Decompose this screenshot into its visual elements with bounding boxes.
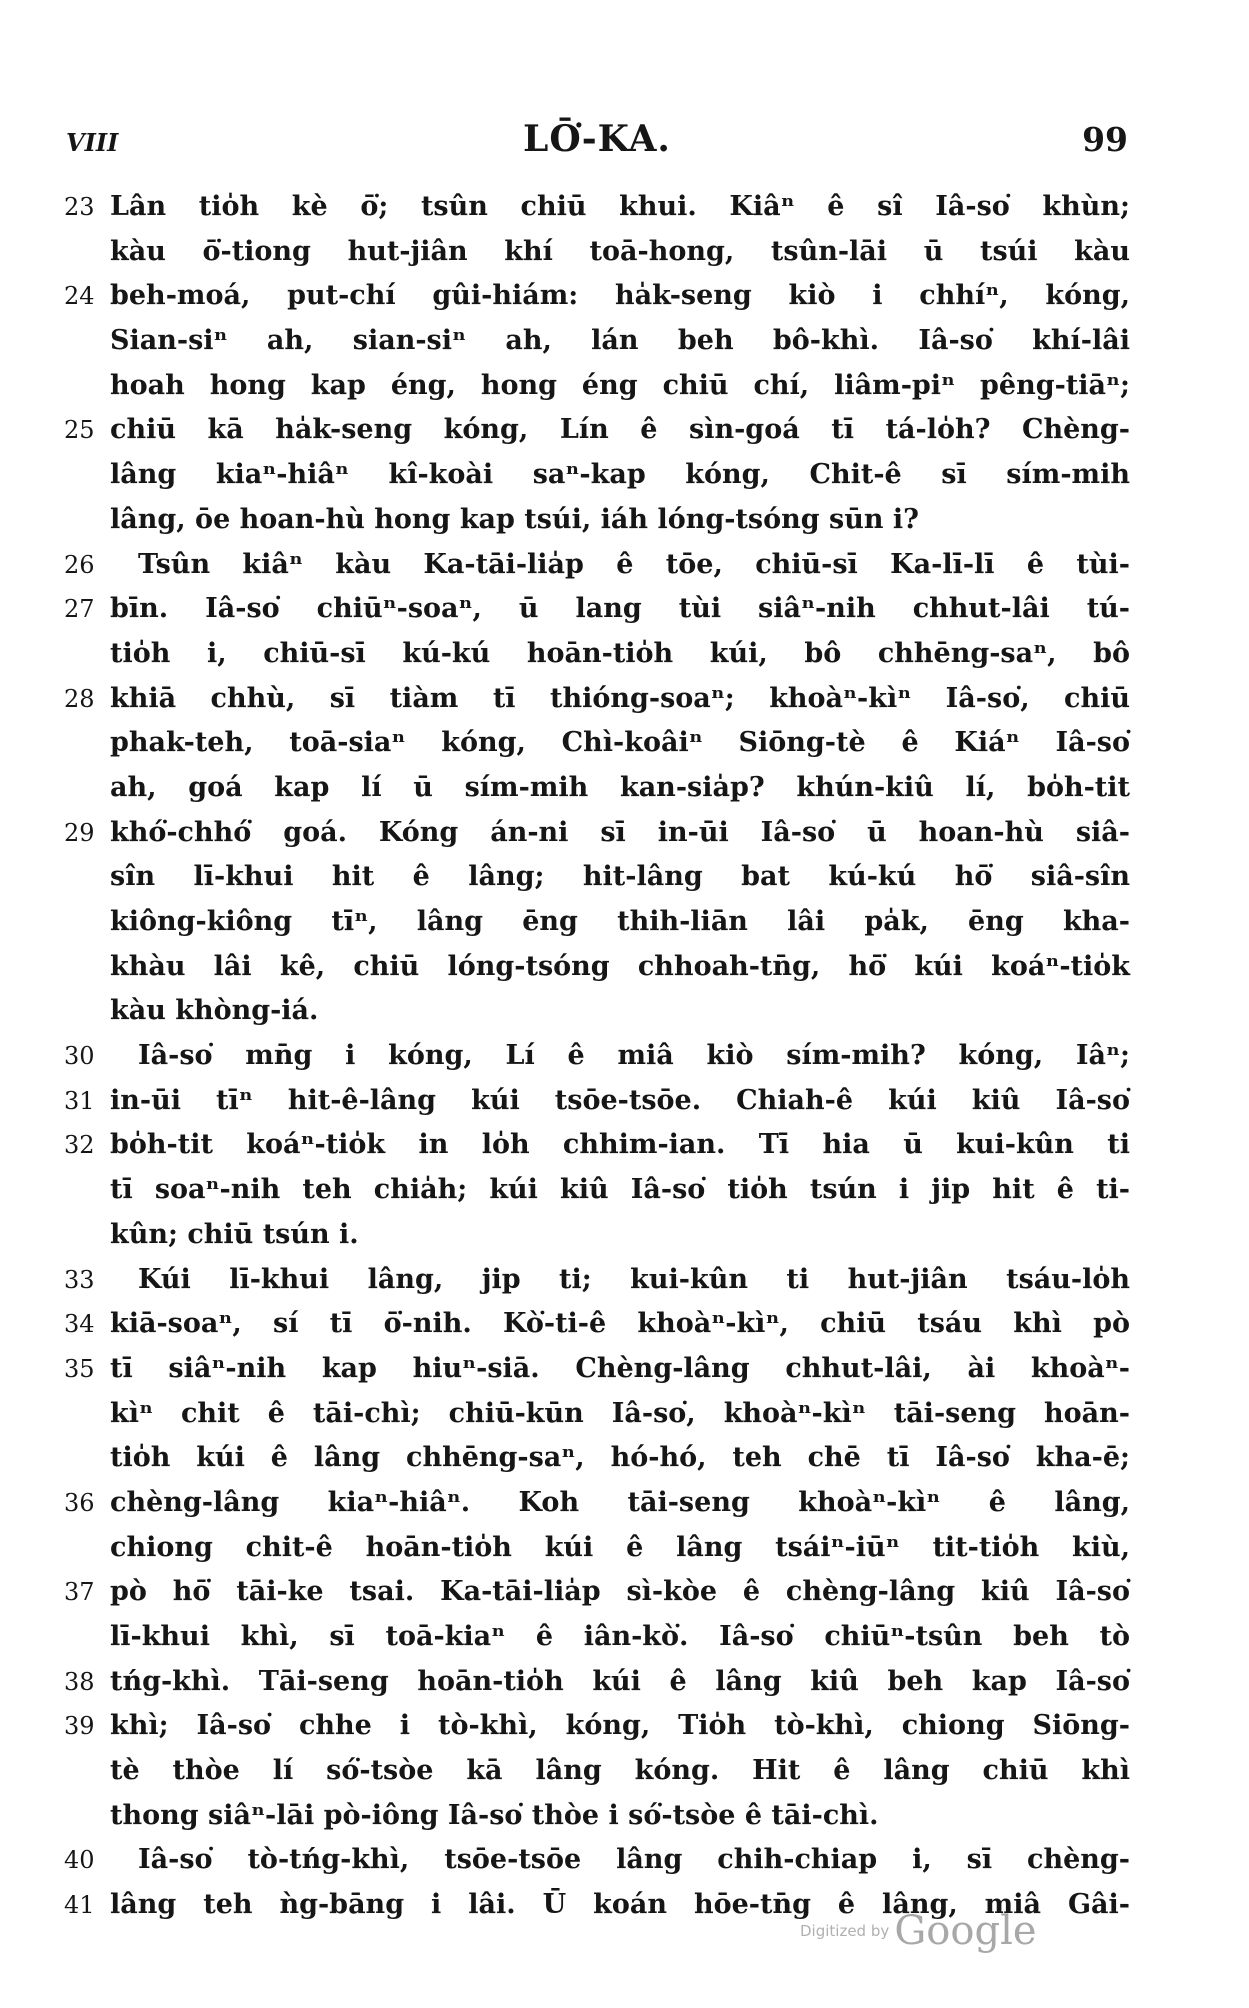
verse-number: 33 — [64, 1265, 95, 1294]
verse-number: 27 — [64, 595, 95, 624]
text-body — [0, 185, 1249, 1928]
text-line — [0, 1302, 1249, 1347]
line-text: lī-khui khì, sī toā-kiaⁿ ê iân-kò͘. Iâ-so͘ chiūⁿ-tsûn beh tò — [110, 1621, 1130, 1652]
text-line — [0, 1526, 1249, 1571]
page-header — [66, 118, 1128, 168]
text-line — [0, 989, 1249, 1034]
line-text: lâng teh ǹg-bāng i lâi. Ū koán hōe-tn̄g ê lâng, miâ Gâi- — [110, 1889, 1130, 1921]
text-line — [0, 1347, 1249, 1392]
text-line — [0, 677, 1249, 722]
line-text: sîn lī-khui hit ê lâng; hit-lâng bat kú-kú hō͘ siâ-sîn — [110, 861, 1130, 893]
text-line — [0, 1660, 1249, 1705]
text-line — [0, 319, 1249, 364]
text-line — [0, 1079, 1249, 1124]
text-line — [0, 900, 1249, 945]
line-text: tè thòe lí só͘-tsòe kā lâng kóng. Hit ê lâng chiū khì — [110, 1755, 1130, 1787]
line-text: Lân tio̍h kè ō͘; tsûn chiū khui. Kiâⁿ ê sî Iâ-so͘ khùn; — [110, 191, 1130, 222]
text-line — [0, 408, 1249, 453]
line-text: tńg-khì. Tāi-seng hoān-tio̍h kúi ê lâng kiû beh kap Iâ-so͘ — [110, 1665, 1130, 1697]
text-line — [0, 1213, 1249, 1258]
text-line — [0, 1481, 1249, 1526]
verse-number: 38 — [64, 1667, 95, 1696]
line-text: bīn. Iâ-so͘ chiūⁿ-soaⁿ, ū lang tùi siâⁿ-nih chhut-lâi tú- — [110, 593, 1130, 625]
line-text: Iâ-so͘ mn̄g i kóng, Lí ê miâ kiò sím-mih? kóng, Iâⁿ; — [138, 1040, 1130, 1072]
line-text: khiā chhù, sī tiàm tī thióng-soaⁿ; khoàⁿ-kìⁿ Iâ-so͘, chiū — [110, 682, 1130, 714]
text-line — [0, 855, 1249, 900]
text-line — [0, 587, 1249, 632]
text-line — [0, 721, 1249, 766]
line-text: kìⁿ chit ê tāi-chì; chiū-kūn Iâ-so͘, khoàⁿ-kìⁿ tāi-seng hoān- — [110, 1397, 1130, 1429]
text-line — [0, 1436, 1249, 1481]
verse-number: 24 — [64, 282, 95, 311]
text-line — [0, 1570, 1249, 1615]
line-text: Kúi lī-khui lâng, jip ti; kui-kûn ti hut-jiân tsáu-lo̍h — [138, 1263, 1130, 1295]
text-line — [0, 1615, 1249, 1660]
text-line — [0, 1704, 1249, 1749]
line-text: tī siâⁿ-nih kap hiuⁿ-siā. Chèng-lâng chhut-lâi, ài khoàⁿ- — [110, 1352, 1130, 1384]
text-line — [0, 453, 1249, 498]
chapter-roman-numeral: VIII — [66, 128, 119, 157]
verse-number: 25 — [64, 416, 95, 445]
line-text: Tsûn kiâⁿ kàu Ka-tāi-lia̍p ê tōe, chiū-sī Ka-lī-lī ê tùi- — [138, 548, 1130, 580]
line-text: khó͘-chhó͘ goá. Kóng án-ni sī in-ūi Iâ-so͘ ū hoan-hù siâ- — [110, 816, 1130, 848]
text-line — [0, 945, 1249, 990]
line-text: in-ūi tīⁿ hit-ê-lâng kúi tsōe-tsōe. Chiah-ê kúi kiû Iâ-so͘ — [110, 1084, 1130, 1116]
verse-number: 37 — [64, 1578, 95, 1607]
line-text: phak-teh, toā-siaⁿ kóng, Chì-koâiⁿ Siōng-tè ê Kiáⁿ Iâ-so͘ — [110, 727, 1130, 759]
text-line — [0, 543, 1249, 588]
line-text: chèng-lâng kiaⁿ-hiâⁿ. Koh tāi-seng khoàⁿ-kìⁿ ê lâng, — [110, 1486, 1130, 1518]
line-text: bo̍h-tit koáⁿ-tio̍k in lo̍h chhim-ian. Tī hia ū kui-kûn ti — [110, 1129, 1130, 1161]
text-line — [0, 230, 1249, 275]
verse-number: 39 — [64, 1712, 95, 1741]
line-text: chiū kā ha̍k-seng kóng, Lín ê sìn-goá tī tá-lo̍h? Chèng- — [110, 414, 1130, 446]
verse-number: 28 — [64, 684, 95, 713]
text-line — [0, 1838, 1249, 1883]
text-line — [0, 364, 1249, 409]
text-line — [0, 1034, 1249, 1079]
line-text: Sian-siⁿ ah, sian-siⁿ ah, lán beh bô-khì. Iâ-so͘ khí-lâi — [110, 325, 1130, 357]
line-text: tī soaⁿ-nih teh chia̍h; kúi kiû Iâ-so͘ tio̍h tsún i jip hit ê ti- — [110, 1174, 1130, 1206]
verse-number: 40 — [64, 1846, 95, 1875]
line-text: tio̍h i, chiū-sī kú-kú hoān-tio̍h kúi, bô chhēng-saⁿ, bô — [110, 637, 1130, 669]
line-text: chiong chit-ê hoān-tio̍h kúi ê lâng tsáiⁿ-iūⁿ tit-tio̍h kiù, — [110, 1531, 1130, 1563]
line-text: pò hō͘ tāi-ke tsai. Ka-tāi-lia̍p sì-kòe ê chèng-lâng kiû Iâ-so͘ — [110, 1576, 1130, 1608]
text-line — [0, 498, 1249, 543]
line-text: kiā-soaⁿ, sí tī ō͘-nih. Kò͘-ti-ê khoàⁿ-kìⁿ, chiū tsáu khì pò — [110, 1308, 1130, 1340]
verse-number: 36 — [64, 1488, 95, 1517]
digitized-watermark — [800, 1908, 1037, 1954]
line-text: kàu ō͘-tiong hut-jiân khí toā-hong, tsûn-lāi ū tsúi kàu — [110, 235, 1130, 267]
text-line — [0, 1258, 1249, 1303]
verse-number: 41 — [64, 1891, 95, 1920]
line-text: Iâ-so͘ tò-tńg-khì, tsōe-tsōe lâng chih-chiap i, sī chèng- — [138, 1844, 1130, 1876]
text-line — [0, 1168, 1249, 1213]
line-text: lâng, ōe hoan-hù hong kap tsúi, iáh lóng-tsóng sūn i? — [110, 503, 919, 535]
verse-number: 32 — [64, 1131, 95, 1160]
text-line — [0, 811, 1249, 856]
text-line — [0, 185, 1249, 230]
line-text: hoah hong kap éng, hong éng chiū chí, liâm-piⁿ pêng-tiāⁿ; — [110, 369, 1130, 401]
text-line — [0, 1392, 1249, 1437]
line-text: khì; Iâ-so͘ chhe i tò-khì, kóng, Tio̍h tò-khì, chiong Siōng- — [110, 1710, 1130, 1742]
verse-number: 31 — [64, 1086, 95, 1115]
line-text: kiông-kiông tīⁿ, lâng ēng thih-liān lâi pa̍k, ēng kha- — [110, 906, 1130, 937]
line-text: beh-moá, put-chí gûi-hiám: ha̍k-seng kiò i chhíⁿ, kóng, — [110, 280, 1130, 312]
text-line — [0, 766, 1249, 811]
line-text: kàu khòng-iá. — [110, 995, 319, 1027]
verse-number: 35 — [64, 1354, 95, 1383]
line-text: khàu lâi kê, chiū lóng-tsóng chhoah-tn̄g, hō͘ kúi koáⁿ-tio̍k — [110, 950, 1130, 982]
verse-number: 34 — [64, 1310, 95, 1339]
digitized-label: Digitized by — [800, 1922, 890, 1940]
page-number: 99 — [1082, 120, 1128, 159]
line-text: kûn; chiū tsún i. — [110, 1218, 359, 1250]
verse-number: 23 — [64, 193, 95, 221]
text-line — [0, 1883, 1249, 1928]
text-line — [0, 274, 1249, 319]
verse-number: 26 — [64, 550, 95, 579]
text-line — [0, 1794, 1249, 1839]
text-line — [0, 1749, 1249, 1794]
book-title: LŌ͘-KA. — [523, 118, 671, 160]
verse-number: 29 — [64, 818, 95, 847]
line-text: lâng kiaⁿ-hiâⁿ kî-koài saⁿ-kap kóng, Chit-ê sī sím-mih — [110, 459, 1130, 491]
google-logo: Google — [894, 1908, 1037, 1954]
line-text: thong siâⁿ-lāi pò-iông Iâ-so͘ thòe i só͘-tsòe ê tāi-chì. — [110, 1799, 879, 1831]
line-text: ah, goá kap lí ū sím-mih kan-sia̍p? khún-kiû lí, bo̍h-tit — [110, 771, 1130, 803]
verse-number: 30 — [64, 1042, 95, 1071]
text-line — [0, 632, 1249, 677]
line-text: tio̍h kúi ê lâng chhēng-saⁿ, hó-hó, teh chē tī Iâ-so͘ kha-ē; — [110, 1442, 1130, 1474]
text-line — [0, 1123, 1249, 1168]
